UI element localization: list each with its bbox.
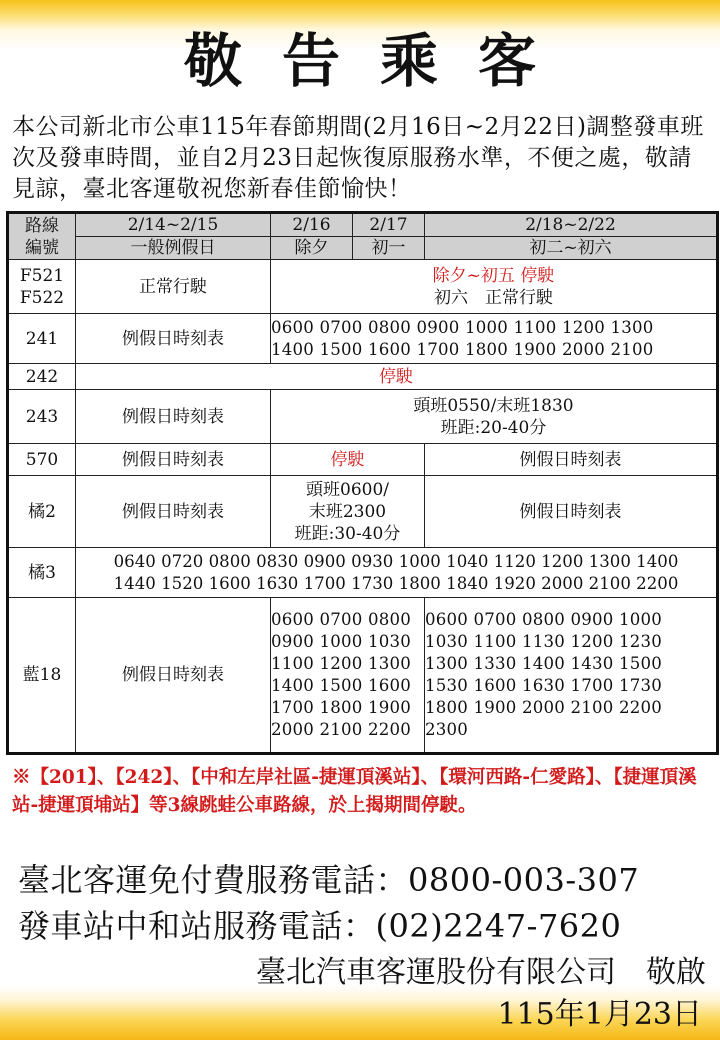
- header-label-eve: 除夕: [271, 237, 353, 260]
- header-label-day1: 初一: [353, 237, 425, 260]
- header-row-labels: [8, 237, 718, 260]
- table-row-f521: [8, 260, 718, 314]
- f521-suspended-text: 除夕~初五 停駛: [432, 265, 555, 286]
- f521-normal-text: 初六 正常行駛: [434, 287, 553, 308]
- table-row-570: [8, 444, 718, 476]
- route-243: 243: [8, 390, 76, 444]
- 242-suspended-cell: 停駛: [76, 364, 718, 390]
- 243-first-last: 頭班0550/末班1830: [413, 395, 574, 416]
- notice-date: 115年1月23日: [497, 997, 702, 1032]
- header-row-dates: [8, 213, 718, 237]
- route-q3: 橘3: [8, 548, 76, 598]
- 570-suspended-cell: 停駛: [271, 444, 425, 476]
- 243-holiday-cell: [271, 390, 718, 444]
- l18-mid-line: 1700 1800 1900: [271, 698, 412, 717]
- station-service-phone: 發車站中和站服務電話：(02)2247-7620: [18, 907, 622, 945]
- l18-mid-line: 0900 1000 1030: [271, 632, 412, 651]
- q2-first: 頭班0600/: [306, 479, 389, 500]
- 243-weekend-cell: 例假日時刻表: [76, 390, 271, 444]
- l18-mid-line: 1100 1200 1300: [271, 654, 412, 673]
- header-date-day1: 2/17: [353, 213, 425, 237]
- l18-right-line: 0600 0700 0800 0900 1000: [425, 610, 663, 629]
- route-header-line2: 編號: [25, 237, 59, 258]
- page-title: 敬告乘客: [183, 27, 576, 95]
- suspension-note: ※【201】、【242】、【中和左岸社區-捷運頂溪站】、【環河西路-仁愛路】、【捷運頂溪站-捷運頂埔站】等3線跳蛙公車路線，於上揭期間停駛。: [12, 767, 697, 816]
- route-570: 570: [8, 444, 76, 476]
- q2-headway: 班距:30-40分: [294, 523, 401, 544]
- l18-weekend-cell: 例假日時刻表: [76, 598, 271, 754]
- table-row-243: [8, 390, 718, 444]
- q3-timetable: [76, 548, 718, 598]
- 241-timetable: [271, 314, 718, 364]
- header-date-day2-6: 2/18~2/22: [425, 213, 718, 237]
- company-signature: 臺北汽車客運股份有限公司 敬啟: [256, 955, 706, 990]
- route-242: 242: [8, 364, 76, 390]
- 570-day2-6-cell: 例假日時刻表: [425, 444, 718, 476]
- table-row-q3: [8, 548, 718, 598]
- route-f521: F521: [19, 265, 65, 286]
- 570-weekend-cell: 例假日時刻表: [76, 444, 271, 476]
- route-l18: 藍18: [8, 598, 76, 754]
- q2-eve-day1-cell: [271, 476, 425, 548]
- q3-times-line1: 0640 0720 0800 0830 0900 0930 1000 1040 1120 1200 1300 1400: [113, 551, 679, 571]
- route-cell-f521: [8, 260, 76, 314]
- q2-day2-6-cell: 例假日時刻表: [425, 476, 718, 548]
- 241-times-line1: 0600 0700 0800 0900 1000 1100 1200 1300: [271, 317, 654, 337]
- 243-headway: 班距:20-40分: [440, 417, 547, 438]
- free-service-phone: 臺北客運免付費服務電話：0800-003-307: [18, 861, 640, 899]
- 241-weekend-cell: 例假日時刻表: [76, 314, 271, 364]
- table-row-242: [8, 364, 718, 390]
- l18-right-line: 1030 1100 1130 1200 1230: [425, 632, 663, 651]
- l18-right-line: 2300: [425, 720, 469, 739]
- route-f522: F522: [19, 287, 65, 308]
- schedule-table: [6, 211, 719, 755]
- f521-holiday-cell: [271, 260, 718, 314]
- route-header-line1: 路線: [25, 215, 59, 236]
- route-241: 241: [8, 314, 76, 364]
- l18-day2-6-timetable: [425, 598, 718, 754]
- header-label-day2-6: 初二~初六: [425, 237, 718, 260]
- q3-times-line2: 1440 1520 1600 1630 1700 1730 1800 1840 1920 2000 2100 2200: [113, 573, 679, 593]
- l18-right-line: 1300 1330 1400 1430 1500: [425, 654, 663, 673]
- route-header: [8, 213, 76, 260]
- 241-times-line2: 1400 1500 1600 1700 1800 1900 2000 2100: [271, 339, 654, 359]
- l18-mid-line: 2000 2100 2200: [271, 720, 412, 739]
- table-row-241: [8, 314, 718, 364]
- l18-right-line: 1530 1600 1630 1700 1730: [425, 676, 663, 695]
- route-q2: 橘2: [8, 476, 76, 548]
- intro-paragraph: 本公司新北市公車115年春節期間(2月16日~2月22日)調整發車班次及發車時間，並自2月23日起恢復原服務水準，不便之處，敬請見諒，臺北客運敬祝您新春佳節愉快！: [12, 114, 704, 202]
- l18-mid-line: 1400 1500 1600: [271, 676, 412, 695]
- q2-weekend-cell: 例假日時刻表: [76, 476, 271, 548]
- l18-eve-day1-timetable: [271, 598, 425, 754]
- header-date-weekend: 2/14~2/15: [76, 213, 271, 237]
- header-date-eve: 2/16: [271, 213, 353, 237]
- l18-mid-line: 0600 0700 0800: [271, 610, 412, 629]
- l18-right-line: 1800 1900 2000 2100 2200: [425, 698, 663, 717]
- header-label-weekend: 一般例假日: [76, 237, 271, 260]
- f521-weekend-cell: 正常行駛: [76, 260, 271, 314]
- table-row-l18: [8, 598, 718, 754]
- q2-last: 末班2300: [308, 501, 387, 522]
- table-row-q2: [8, 476, 718, 548]
